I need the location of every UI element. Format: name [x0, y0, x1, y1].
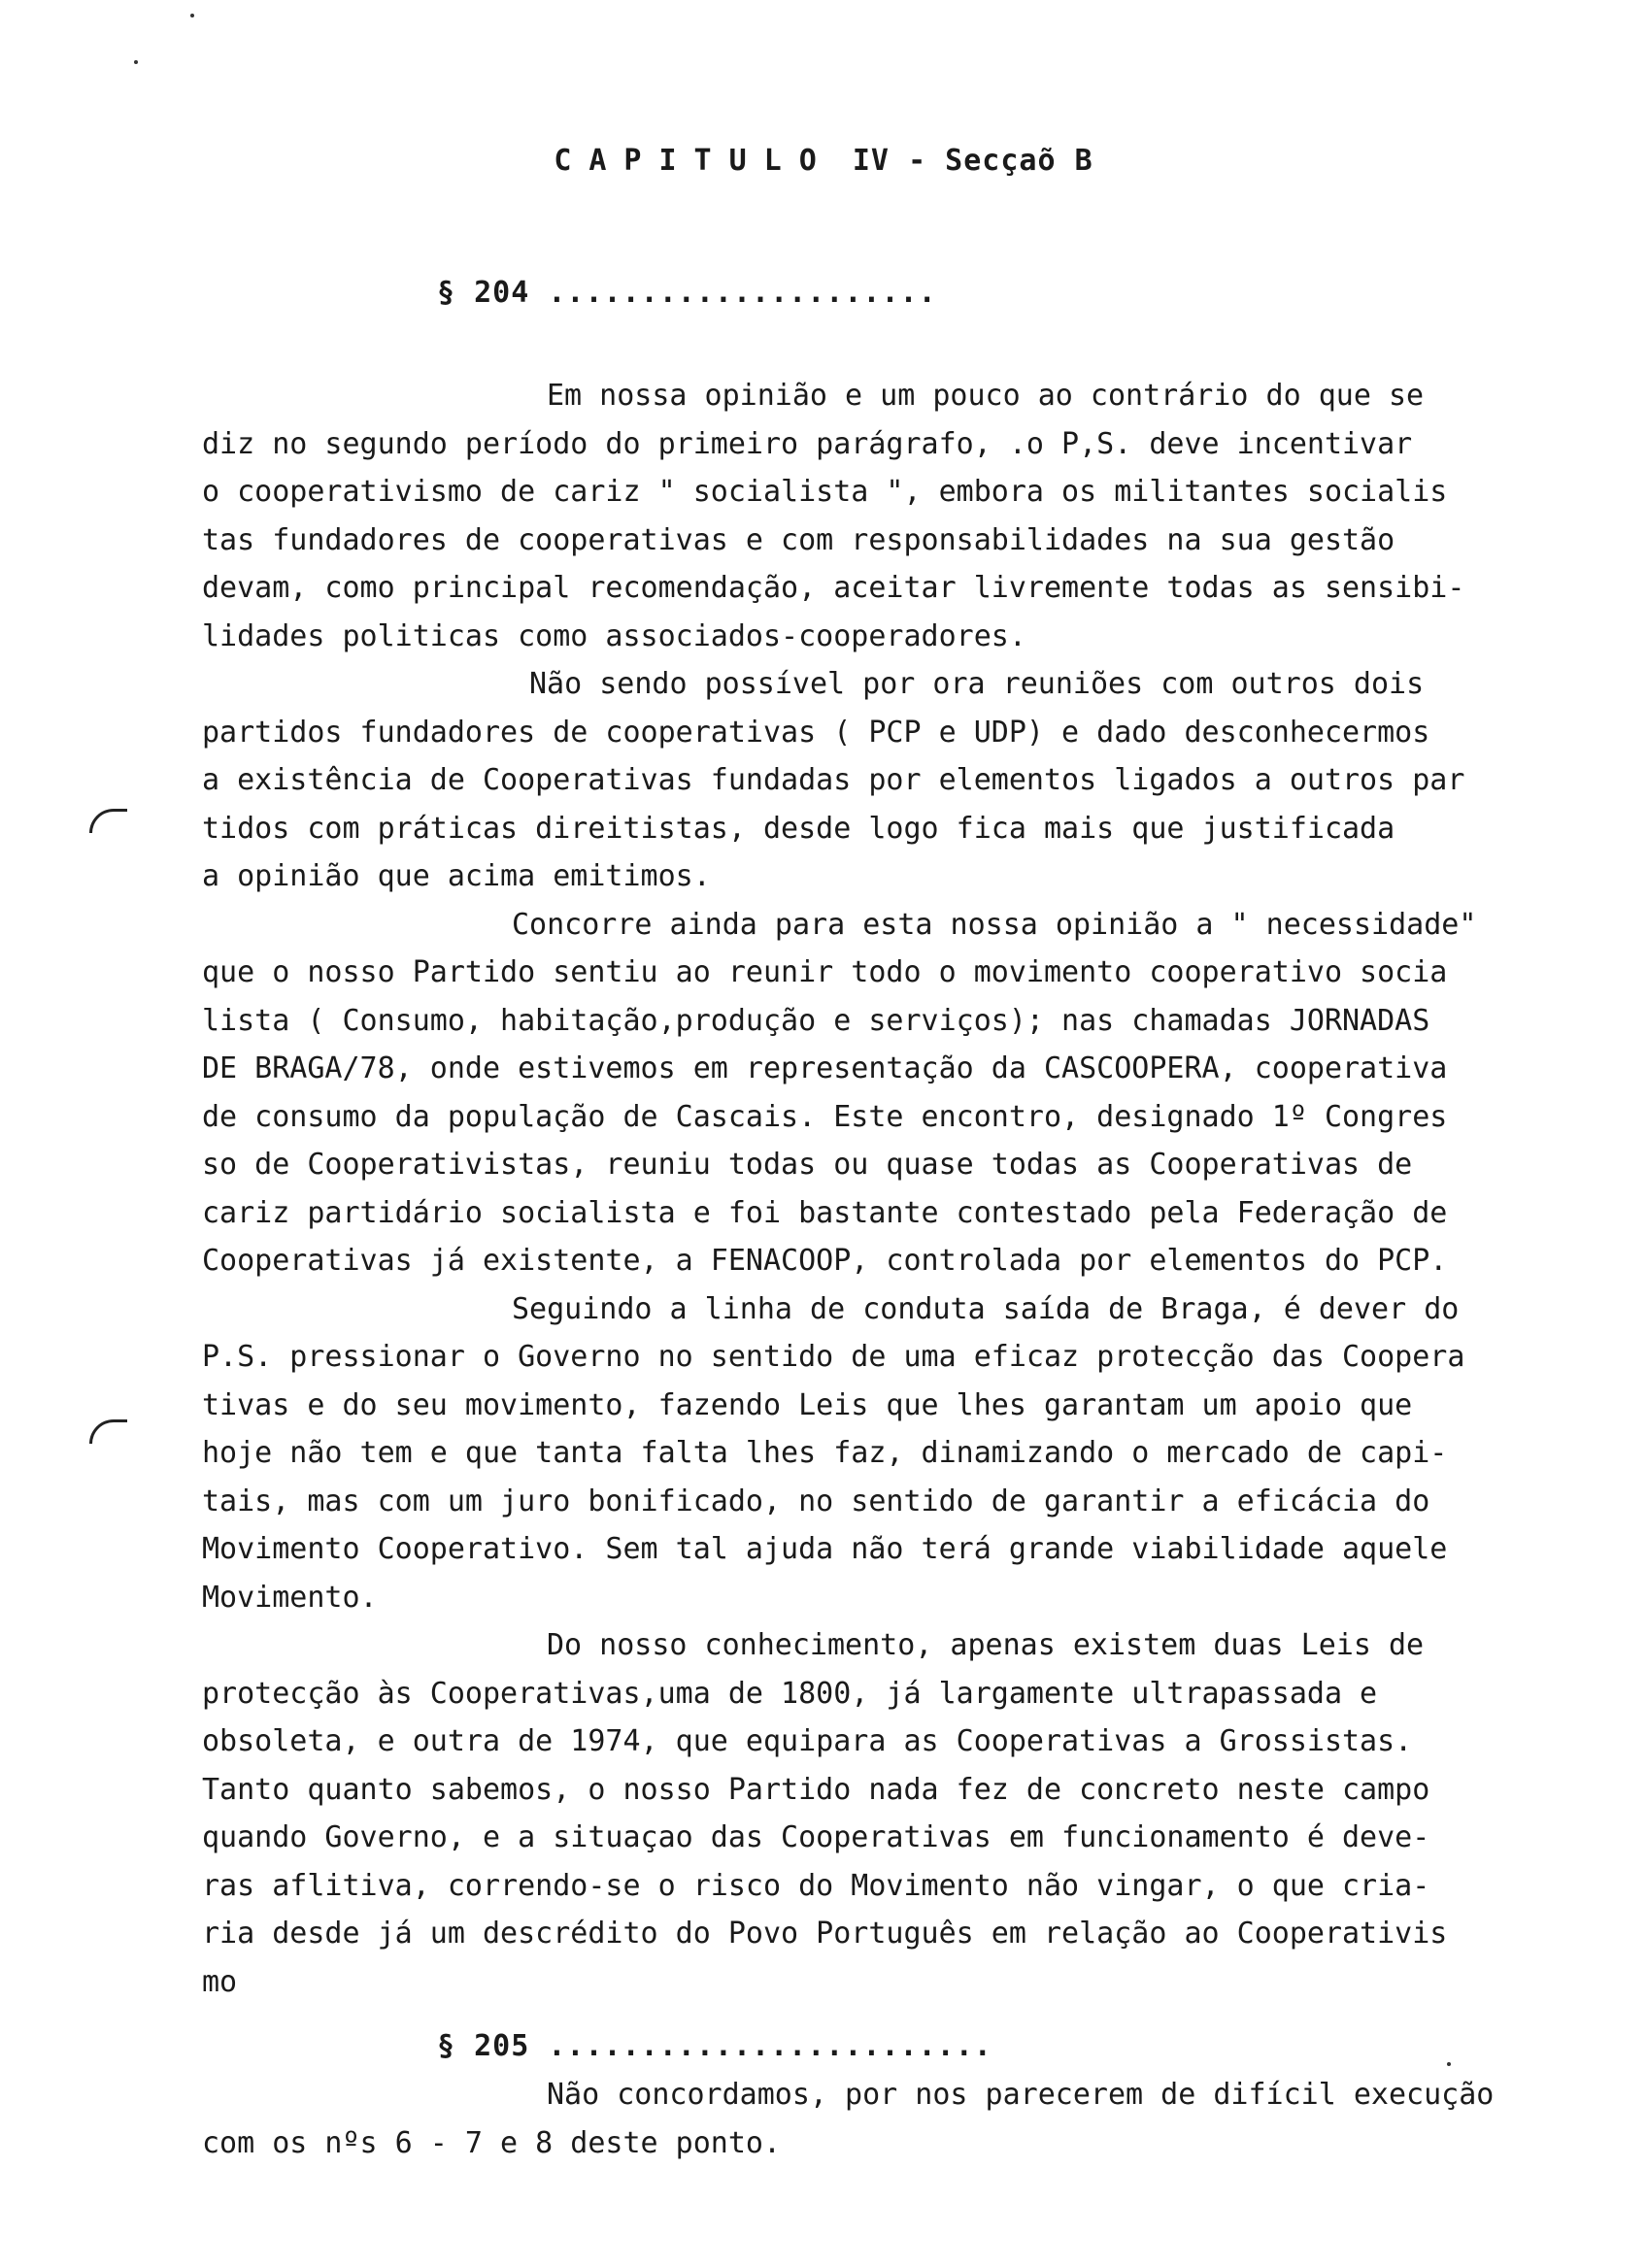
text-line: hoje não tem e que tanta falta lhes faz, dinamizando o mercado de capi-	[202, 1436, 1448, 1470]
scan-speck	[190, 14, 194, 17]
text-line: Seguindo a linha de conduta saída de Braga, é dever do	[512, 1292, 1460, 1326]
text-line: a existência de Cooperativas fundadas por elementos ligados a outros par	[202, 763, 1465, 797]
text-line: Concorre ainda para esta nossa opinião a " necessidade"	[512, 908, 1477, 942]
text-line: tas fundadores de cooperativas e com responsabilidades na sua gestão	[202, 523, 1395, 557]
text-line: Tanto quanto sabemos, o nosso Partido nada fez de concreto neste campo	[202, 1773, 1430, 1807]
text-line: lidades politicas como associados-cooperadores.	[202, 619, 1026, 653]
text-line: a opinião que acima emitimos.	[202, 859, 711, 893]
text-line: ria desde já um descrédito do Povo Português em relação ao Cooperativis	[202, 1917, 1448, 1951]
text-line: com os nºs 6 - 7 e 8 deste ponto.	[202, 2126, 782, 2160]
text-line: o cooperativismo de cariz " socialista ", embora os militantes socialis	[202, 475, 1448, 509]
text-line: cariz partidário socialista e foi bastante contestado pela Federação de	[202, 1196, 1448, 1230]
text-line: obsoleta, e outra de 1974, que equipara as Cooperativas a Grossistas.	[202, 1724, 1413, 1758]
text-line: Movimento Cooperativo. Sem tal ajuda não terá grande viabilidade aquele	[202, 1532, 1448, 1566]
chapter-number: IV	[852, 144, 890, 178]
text-line: protecção às Cooperativas,uma de 1800, já largamente ultrapassada e	[202, 1677, 1378, 1711]
text-line: DE BRAGA/78, onde estivemos em representação da CASCOOPERA, cooperativa	[202, 1051, 1448, 1085]
text-line: de consumo da população de Cascais. Este encontro, designado 1º Congres	[202, 1100, 1448, 1134]
chapter-label: CAPITULO	[554, 144, 834, 178]
section-205-marker: § 205 ........................	[437, 2029, 992, 2063]
text-line: mo	[202, 1965, 238, 1999]
text-line: Em nossa opinião e um pouco ao contrário do que se	[547, 379, 1425, 413]
text-line: diz no segundo período do primeiro parágrafo, .o P,S. deve incentivar	[202, 427, 1413, 461]
text-line: devam, como principal recomendação, aceitar livremente todas as sensibi-	[202, 571, 1465, 605]
scan-speck	[134, 60, 138, 64]
binder-hole-mark	[89, 809, 127, 833]
chapter-heading	[0, 144, 1647, 178]
binder-hole-mark	[89, 1419, 127, 1444]
text-line: quando Governo, e a situaçao das Cooperativas em funcionamento é deve-	[202, 1820, 1430, 1854]
text-line: Do nosso conhecimento, apenas existem duas Leis de	[547, 1628, 1425, 1662]
text-line: que o nosso Partido sentiu ao reunir todo o movimento cooperativo socia	[202, 955, 1448, 989]
text-line: ras aflitiva, correndo-se o risco do Movimento não vingar, o que cria-	[202, 1869, 1430, 1903]
text-line: partidos fundadores de cooperativas ( PCP e UDP) e dado desconhecermos	[202, 716, 1430, 750]
text-line: tidos com práticas direitistas, desde logo fica mais que justificada	[202, 812, 1395, 846]
text-line: Cooperativas já existente, a FENACOOP, controlada por elementos do PCP.	[202, 1244, 1448, 1278]
text-line: tais, mas com um juro bonificado, no sentido de garantir a eficácia do	[202, 1484, 1430, 1518]
text-line: Não concordamos, por nos parecerem de difícil execução	[547, 2078, 1495, 2112]
text-line: P.S. pressionar o Governo no sentido de uma eficaz protecção das Coopera	[202, 1340, 1465, 1374]
chapter-section: - Secçaõ B	[908, 144, 1093, 178]
scan-speck	[1447, 2062, 1451, 2066]
text-line: tivas e do seu movimento, fazendo Leis que lhes garantam um apoio que	[202, 1388, 1413, 1422]
text-line: Não sendo possível por ora reuniões com outros dois	[529, 667, 1425, 701]
section-204-marker: § 204 .....................	[437, 276, 937, 310]
text-line: so de Cooperativistas, reuniu todas ou quase todas as Cooperativas de	[202, 1148, 1413, 1182]
text-line: Movimento.	[202, 1581, 378, 1615]
text-line: lista ( Consumo, habitação,produção e serviços); nas chamadas JORNADAS	[202, 1004, 1430, 1038]
